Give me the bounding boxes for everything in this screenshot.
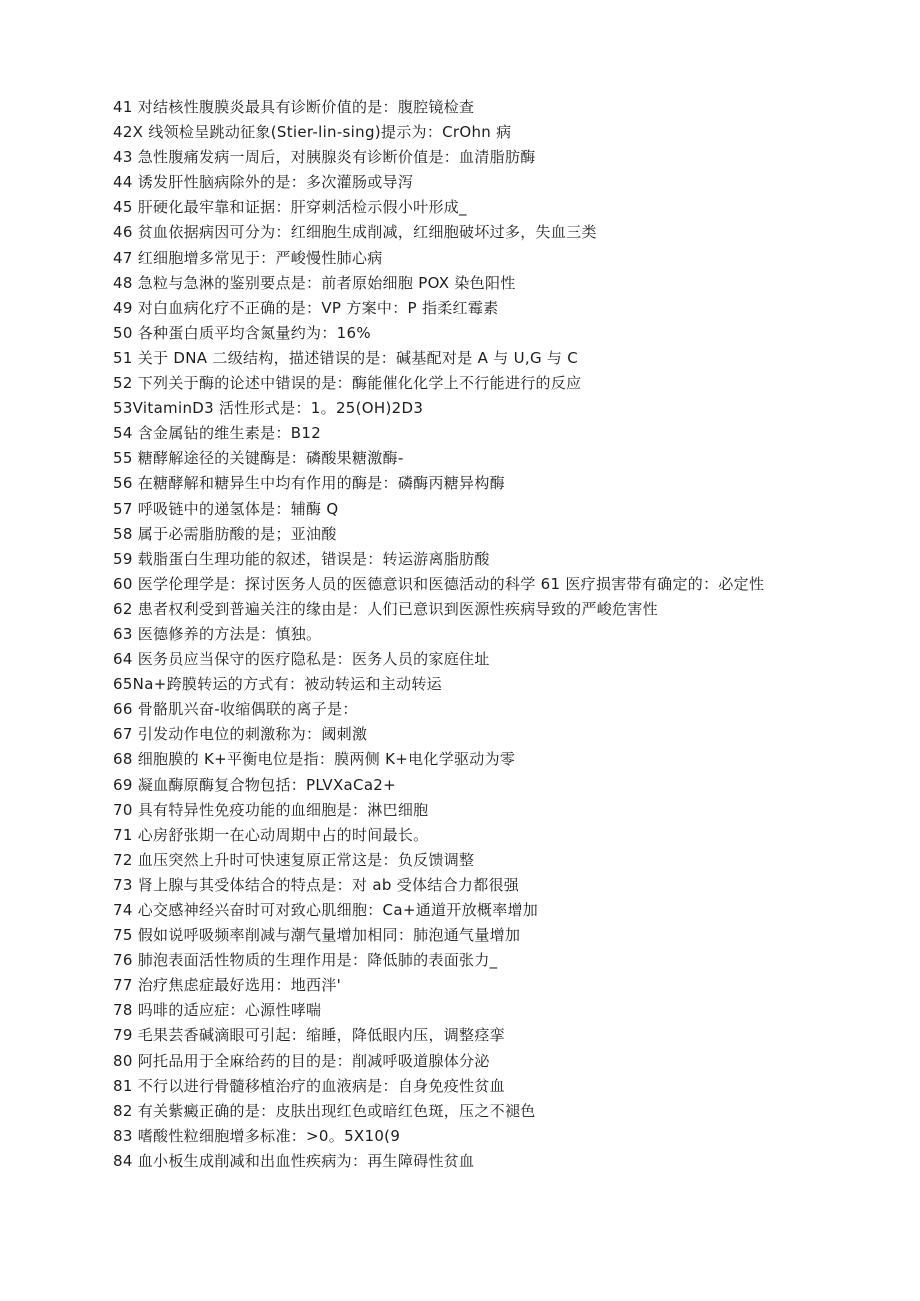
document-line: 64 医务员应当保守的医疗隐私是：医务人员的家庭住址 <box>113 650 490 669</box>
document-line: 67 引发动作电位的刺激称为：阈刺激 <box>113 725 368 744</box>
document-line: 82 有关紫癜正确的是：皮肤出现红色或暗红色斑，压之不褪色 <box>113 1101 536 1120</box>
document-line: 65Na+跨膜转运的方式有：被动转运和主动转运 <box>113 675 442 694</box>
document-line: 42X 线领检呈跳动征象(Stier-lin-sing)提示为：CrOhn 病 <box>113 123 512 142</box>
document-line: 51 关于 DNA 二级结构，描述错误的是：碱基配对是 A 与 U,G 与 C <box>113 348 579 367</box>
document-line: 80 阿托品用于全麻给药的目的是：削减呼吸道腺体分泌 <box>113 1051 490 1070</box>
document-line: 70 具有特异性免疫功能的血细胞是：淋巴细胞 <box>113 800 429 819</box>
document-line: 53VitaminD3 活性形式是：1。25(OH)2D3 <box>113 399 424 418</box>
document-line: 57 呼吸链中的递氢体是：辅酶 Q <box>113 499 339 518</box>
document-body <box>113 95 843 1174</box>
document-line: 84 血小板生成削减和出血性疾病为：再生障碍性贫血 <box>113 1151 475 1170</box>
document-line: 69 凝血酶原酶复合物包括：PLVXaCa2+ <box>113 775 397 794</box>
document-line: 73 肾上腺与其受体结合的特点是：对 ab 受体结合力都很强 <box>113 875 520 894</box>
document-line: 41 对结核性腹膜炎最具有诊断价值的是：腹腔镜检查 <box>113 98 475 116</box>
document-line: 63 医德修养的方法是：慎独。 <box>113 624 322 643</box>
document-line: 60 医学伦理学是：探讨医务人员的医德意识和医德活动的科学 61 医疗损害带有确定的：必定性 <box>113 574 765 593</box>
document-line: 50 各种蛋白质平均含氮量约为：16% <box>113 323 371 342</box>
document-line: 76 肺泡表面活性物质的生理作用是：降低肺的表面张力_ <box>113 951 498 970</box>
document-line: 47 红细胞增多常见于：严峻慢性肺心病 <box>113 248 383 267</box>
document-line: 49 对白血病化疗不正确的是：VP 方案中：P 指柔红霉素 <box>113 298 499 317</box>
document-line: 72 血压突然上升时可快速复原正常这是：负反馈调整 <box>113 850 475 869</box>
document-line: 68 细胞膜的 K+平衡电位是指：膜两侧 K+电化学驱动为零 <box>113 750 516 769</box>
document-line: 77 治疗焦虑症最好选用：地西泮' <box>113 976 342 995</box>
document-line: 81 不行以进行骨髓移植治疗的血液病是：自身免疫性贫血 <box>113 1076 505 1095</box>
document-line: 74 心交感神经兴奋时可对致心肌细胞：Ca+通道开放概率增加 <box>113 901 539 919</box>
document-line: 48 急粒与急淋的鉴别要点是：前者原始细胞 POX 染色阳性 <box>113 273 516 292</box>
document-line: 58 属于必需脂肪酸的是；亚油酸 <box>113 524 337 543</box>
document-line: 62 患者权利受到普遍关注的缘由是：人们已意识到医源性疾病导致的严峻危害性 <box>113 599 658 618</box>
document-line: 56 在糖酵解和糖异生中均有作用的酶是：磷酶丙糖异构酶 <box>113 474 505 493</box>
document-line: 43 急性腹痛发病一周后，对胰腺炎有诊断价值是：血清脂肪酶 <box>113 148 536 167</box>
document-line: 79 毛果芸香碱滴眼可引起：缩睡，降低眼内压，调整痉挛 <box>113 1026 505 1045</box>
document-line: 78 吗啡的适应症：心源性哮喘 <box>113 1001 322 1020</box>
document-line: 46 贫血依据病因可分为：红细胞生成削减，红细胞破坏过多，失血三类 <box>113 223 597 242</box>
document-line: 66 骨骼肌兴奋-收缩偶联的离子是： <box>113 700 358 719</box>
document-line: 54 含金属钻的维生素是：B12 <box>113 424 322 443</box>
document-line: 75 假如说呼吸频率削减与潮气量增加相同：肺泡通气量增加 <box>113 926 521 945</box>
document-line: 71 心房舒张期一在心动周期中占的时间最长。 <box>113 825 429 844</box>
document-line: 52 下列关于酶的论述中错误的是：酶能催化化学上不行能进行的反应 <box>113 374 582 393</box>
document-line: 44 诱发肝性脑病除外的是：多次灌肠或导泻 <box>113 173 414 192</box>
document-line: 55 糖酵解途径的关键酶是：磷酸果糖激酶- <box>113 449 404 468</box>
document-line: 45 肝硬化最牢靠和证据：肝穿刺活检示假小叶形成_ <box>113 198 467 217</box>
document-line: 83 嗜酸性粒细胞增多标准：>0。5X10(9 <box>113 1126 401 1145</box>
document-line: 59 载脂蛋白生理功能的叙述，错误是：转运游离脂肪酸 <box>113 549 490 568</box>
